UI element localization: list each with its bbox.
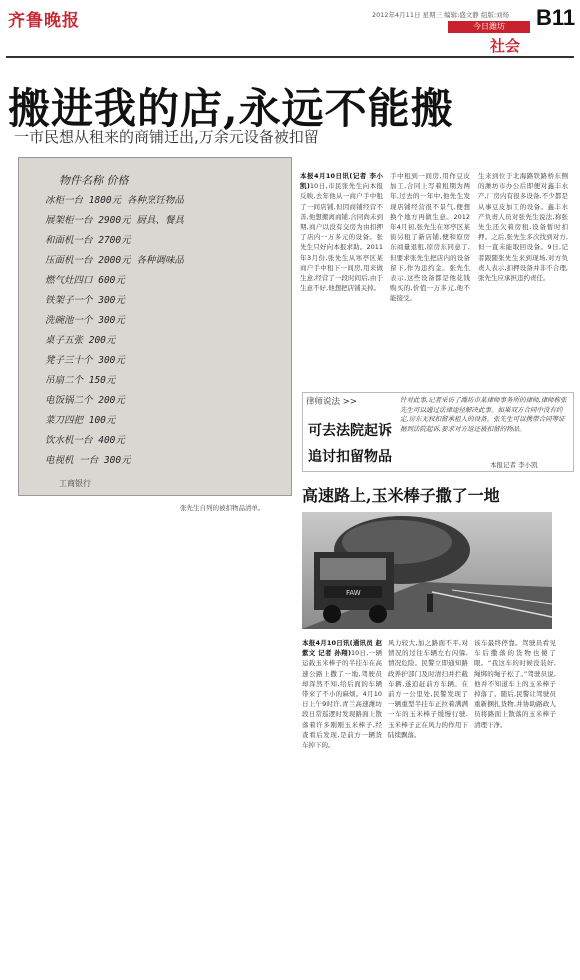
doc-row: 电饭锅二个 200元 [45, 395, 125, 406]
story2-column-1 [302, 638, 382, 893]
doc-row: 饮水机一台 400元 [45, 435, 125, 446]
doc-row: 冰柜一台 1800元 各种烹饪物品 [45, 195, 184, 206]
doc-row: 凳子三十个 300元 [45, 355, 125, 366]
page-number: B11 [536, 5, 576, 30]
doc-row: 菜刀四把 100元 [45, 415, 116, 426]
story2-lede: 本报4月10日讯(通讯员 赵紫文 记者 孙翔) [302, 639, 382, 658]
story1-column-2: 手中租到一间房,用作豆皮加工,合同上写着租期为两年,过去的一年中,他先生发现店铺经营很不景气,便想换个地方再做生意。2012年4月初,张先生在寒亭区某街另租了新店铺,便和原房东商量退租,原房东同意了,但要求张先生把店内的设备留下,作为违约金。张先生表示,这些设备都是他花钱购买的,价值一万多元,他不能接受。 [390, 172, 470, 303]
doc-title: 物件名称 价格 [59, 174, 129, 187]
story2-col1-text: 10日,一辆运载玉米棒子的半挂车在高速公路上撒了一地,驾驶员却浑然不知,给后面的车辆带来了不小的麻烦。4月10日上午9时许,青兰高速潍坊段日常巡逻时发现路面上散落着许多刚刚玉米棒子,经查看后发现,是前方一辆货车掉下的。 [302, 649, 382, 750]
main-headline: 搬进我的店,永远不能搬 [8, 84, 454, 133]
doc-row: 桌子五张 200元 [45, 335, 116, 346]
story1-col1-text: 10日,市民张先生向本报反映,去年他从一商户手中租了一间店铺,但因商铺经营不善,他想搬离商铺,合同尚未到期,商户以没有交房为由扣押了店内一万多元的设备。张先生只好向本报求助。2011年3月份,张先生从寒亭区某商户手中租下一间房,用来做生意,经营了一段时间后,由于生意不好,他想把店铺关掉。 [300, 182, 383, 293]
doc-row: 铁架子一个 300元 [45, 295, 125, 306]
doc-row: 压面机一台 2000元 各种调味品 [45, 255, 184, 266]
doc-row: 和面机一台 2700元 [45, 235, 131, 246]
story2-headline: 高速路上,玉米棒子撒了一地 [302, 486, 500, 505]
dateline: 2012年4月11日 星期三 编辑:盛文静 组版:刘炀 [372, 11, 510, 19]
lawyer-title-line2: 追讨扣留物品 [308, 449, 392, 465]
photo-caption: 张先生自列的被扣物品清单。 [180, 504, 265, 512]
truck-logo-text: FAW [346, 589, 361, 597]
story2-column-3: 该车最终停靠。驾驶员看见车后撒落的货物也傻了眼。“我这车的时候没装好,绳绑的绳子松了。”驾驶员说,他并不知道车上的玉米棒子掉落了。随后,民警让驾驶员重新捆扎货物,并协助路政人员将路面上散落的玉米棒子清理干净。 [474, 639, 556, 729]
doc-row: 电视机 一台 300元 [45, 455, 131, 466]
doc-row: 洗碗池一个 300元 [45, 315, 125, 326]
story1-column-3: 生来到位于北海路铁路桥东侧的潍坊市办公后即便对鑫丰水产,厂房内有很多设备,不少都是从事豆皮加工的设备。鑫丰水产负责人员对张先生说法,称张先生还欠着房租,设备暂时扣押。之后,张先生多次找到对方,但一直未能取回设备。9日,记者跟随张先生来到现场,对方负责人表示,扣押设备并非不合理,张先生应承担违约责任。 [478, 172, 568, 283]
lawyer-text: 针对此事,记者采访了潍坊市某律师事务所的律师,律师称张先生可以通过法律途径解决此事。如果双方合同中没有约定,房东无权扣留承租人的设备。张先生可以携带合同等证据到法院起诉,要求对方返还被扣留的物品。 [400, 396, 567, 433]
truck-photo [302, 512, 552, 629]
doc-footer: 工商银行 [59, 479, 91, 488]
lawyer-title-line1: 可去法院起诉 [308, 423, 392, 439]
lawyer-signature: 本报记者 李小凯 [490, 461, 538, 469]
doc-row: 展架柜一台 2900元 厨具、餐具 [45, 215, 184, 226]
sub-headline: 一市民想从租来的商铺迁出,万余元设备被扣留 [14, 128, 319, 146]
newspaper-logo: 齐鲁晚报 [8, 11, 80, 31]
header-rule [6, 56, 574, 58]
lawyer-tag: 律师说法 >> [306, 397, 357, 407]
story1-lede: 本报4月10日讯(记者 李小凯) [300, 172, 383, 191]
doc-row: 燃气灶四口 600元 [45, 275, 125, 286]
inventory-list-photo [18, 157, 292, 496]
section-title: 社会 [490, 37, 521, 55]
edition-badge: 今日潍坊 [448, 21, 530, 33]
story2-column-2: 风力较大,加之路面不平,对情况的过往车辆左右闪躲,情况危险。民警立即通知路政养护部门及时清扫并拦截车辆,遂追赶前方车辆。在前方一公里处,民警发现了一辆重型半挂车正拉着满满一车的玉米棒子缓慢行驶,玉米棒子正在风力的作用下陆续飘落。 [388, 639, 468, 739]
story1-column-1 [300, 171, 383, 356]
doc-row: 吊扇二个 150元 [45, 375, 116, 386]
